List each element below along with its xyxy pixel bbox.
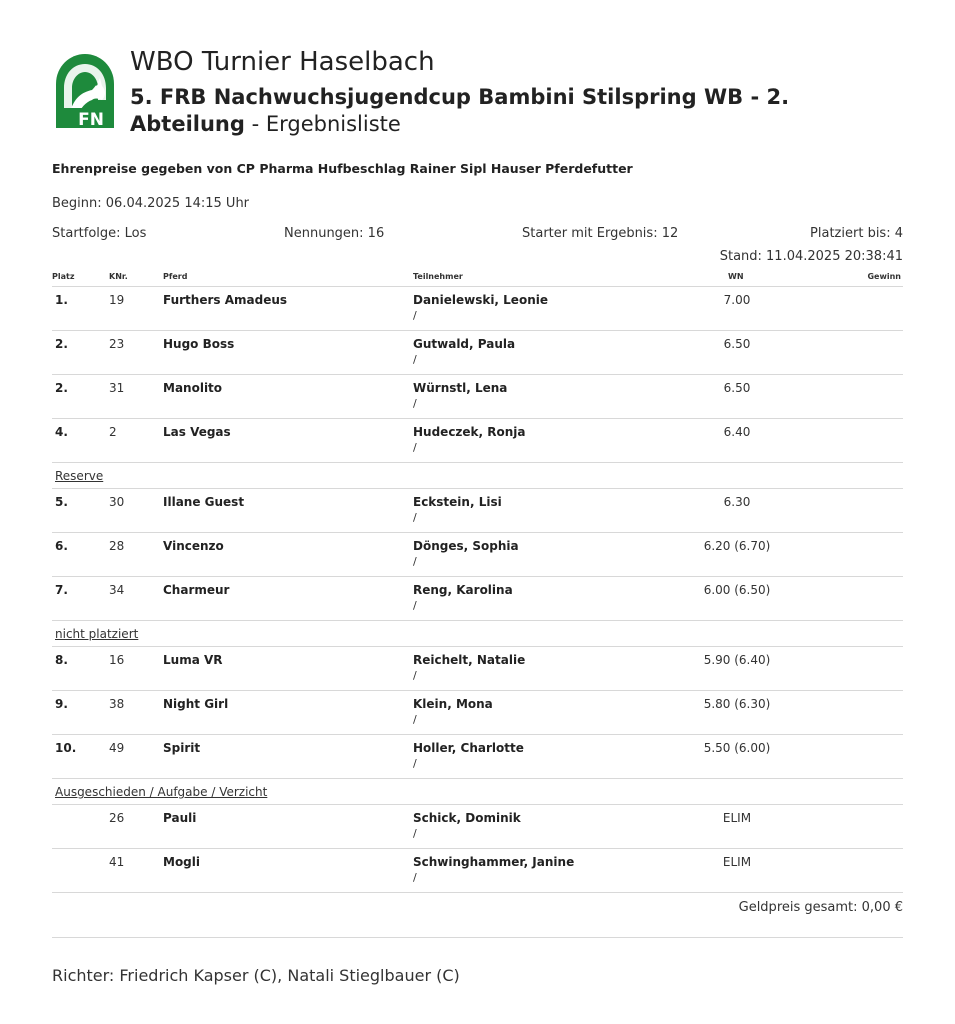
title-block (130, 44, 900, 138)
place-cell: 6. (55, 539, 68, 553)
judges-text: Richter: Friedrich Kapser (C), Natali Stieglbauer (C) (52, 966, 460, 985)
horse-name: Spirit (163, 741, 201, 755)
rider-name: Klein, Mona (413, 697, 493, 711)
rider-info: / (413, 555, 417, 568)
place-cell: 2. (55, 381, 68, 395)
score-cell: 6.00 (6.50) (703, 583, 771, 597)
table-row (52, 849, 903, 893)
knr-cell: 49 (109, 741, 125, 755)
score-cell: 6.40 (723, 425, 751, 439)
place-cell: 10. (55, 741, 77, 755)
rider-info: / (413, 669, 417, 682)
sponsors-text: Ehrenpreise gegeben von CP Pharma Hufbeschlag Rainer Sipl Hauser Pferdefutter (52, 161, 633, 176)
place-cell: 1. (55, 293, 68, 307)
total-prize-money: Geldpreis gesamt: 0,00 € (738, 900, 903, 915)
rider-name: Reng, Karolina (413, 583, 513, 597)
competition-title (130, 84, 900, 138)
table-row (52, 735, 903, 779)
horse-name: Illane Guest (163, 495, 245, 509)
score-cell: 6.30 (723, 495, 751, 509)
event-title: WBO Turnier Haselbach (130, 47, 435, 77)
status-timestamp: Stand: 11.04.2025 20:38:41 (719, 249, 903, 264)
horse-name: Night Girl (163, 697, 229, 711)
horse-name: Manolito (163, 381, 223, 395)
table-row (52, 489, 903, 533)
place-cell: 4. (55, 425, 68, 439)
horse-name: Hugo Boss (163, 337, 235, 351)
eliminated-group (52, 805, 903, 893)
rider-name: Danielewski, Leonie (413, 293, 548, 307)
competition-title-line2: Abteilung (130, 112, 245, 136)
horse-name: Pauli (163, 811, 197, 825)
fn-logo-icon (52, 52, 118, 128)
rider-info: / (413, 827, 417, 840)
knr-cell: 26 (109, 811, 125, 825)
table-row (52, 375, 903, 419)
knr-cell: 31 (109, 381, 125, 395)
table-row (52, 287, 903, 331)
section-reserve-label: Reserve (55, 469, 104, 483)
table-header (52, 270, 903, 287)
horse-name: Charmeur (163, 583, 230, 597)
entries-count: Nennungen: 16 (284, 226, 385, 241)
rider-name: Hudeczek, Ronja (413, 425, 526, 439)
knr-cell: 38 (109, 697, 125, 711)
horse-name: Vincenzo (163, 539, 224, 553)
table-row (52, 577, 903, 621)
table-row (52, 691, 903, 735)
rider-info: / (413, 309, 417, 322)
place-cell: 8. (55, 653, 68, 667)
rider-info: / (413, 757, 417, 770)
rider-name: Eckstein, Lisi (413, 495, 502, 509)
score-cell: 6.50 (723, 337, 751, 351)
place-cell: 5. (55, 495, 68, 509)
results-table (52, 287, 903, 893)
section-reserve (52, 463, 903, 489)
knr-cell: 23 (109, 337, 125, 351)
score-cell: 5.80 (6.30) (703, 697, 771, 711)
horse-name: Mogli (163, 855, 201, 869)
rider-info: / (413, 441, 417, 454)
divider (52, 937, 903, 938)
logo-text: FN (78, 110, 104, 128)
competition-subtitle: - Ergebnisliste (244, 112, 401, 136)
place-cell: 2. (55, 337, 68, 351)
col-pferd: Pferd (163, 272, 188, 281)
rider-info: / (413, 511, 417, 524)
start-time: Beginn: 06.04.2025 14:15 Uhr (52, 196, 250, 211)
rider-name: Dönges, Sophia (413, 539, 519, 553)
reserve-group (52, 489, 903, 621)
table-row (52, 805, 903, 849)
score-cell: 6.50 (723, 381, 751, 395)
starters-count: Starter mit Ergebnis: 12 (522, 226, 679, 241)
horse-name: Luma VR (163, 653, 223, 667)
section-eliminated (52, 779, 903, 805)
rider-info: / (413, 353, 417, 366)
horse-name: Las Vegas (163, 425, 231, 439)
score-cell: 6.20 (6.70) (703, 539, 771, 553)
rider-name: Holler, Charlotte (413, 741, 524, 755)
col-gewinn: Gewinn (867, 272, 901, 281)
place-cell: 9. (55, 697, 68, 711)
rider-name: Gutwald, Paula (413, 337, 516, 351)
col-wn: WN (728, 272, 744, 281)
competition-title-line1: 5. FRB Nachwuchsjugendcup Bambini Stilspring WB - 2. (130, 85, 790, 109)
rider-info: / (413, 599, 417, 612)
section-not-placed-label: nicht platziert (55, 627, 139, 641)
knr-cell: 34 (109, 583, 125, 597)
not-placed-group (52, 647, 903, 779)
table-row (52, 419, 903, 463)
knr-cell: 2 (109, 425, 117, 439)
rider-info: / (413, 713, 417, 726)
section-eliminated-label: Ausgeschieden / Aufgabe / Verzicht (55, 785, 268, 799)
rider-name: Schick, Dominik (413, 811, 521, 825)
section-not-placed (52, 621, 903, 647)
knr-cell: 16 (109, 653, 125, 667)
knr-cell: 41 (109, 855, 125, 869)
table-row (52, 331, 903, 375)
table-row (52, 533, 903, 577)
rider-name: Würnstl, Lena (413, 381, 508, 395)
rider-name: Reichelt, Natalie (413, 653, 526, 667)
score-cell: 5.90 (6.40) (703, 653, 771, 667)
rider-name: Schwinghammer, Janine (413, 855, 575, 869)
col-platz: Platz (52, 272, 75, 281)
col-teilnehmer: Teilnehmer (413, 272, 463, 281)
place-cell: 7. (55, 583, 68, 597)
placed-group (52, 287, 903, 463)
horse-name: Furthers Amadeus (163, 293, 288, 307)
score-cell: ELIM (722, 855, 752, 869)
rider-info: / (413, 871, 417, 884)
score-cell: ELIM (722, 811, 752, 825)
start-order: Startfolge: Los (52, 226, 147, 241)
page-header (52, 44, 903, 144)
score-cell: 5.50 (6.00) (703, 741, 771, 755)
table-row (52, 647, 903, 691)
placed-until: Platziert bis: 4 (810, 226, 903, 241)
rider-info: / (413, 397, 417, 410)
knr-cell: 19 (109, 293, 125, 307)
knr-cell: 28 (109, 539, 125, 553)
knr-cell: 30 (109, 495, 125, 509)
col-knr: KNr. (109, 272, 128, 281)
score-cell: 7.00 (723, 293, 751, 307)
